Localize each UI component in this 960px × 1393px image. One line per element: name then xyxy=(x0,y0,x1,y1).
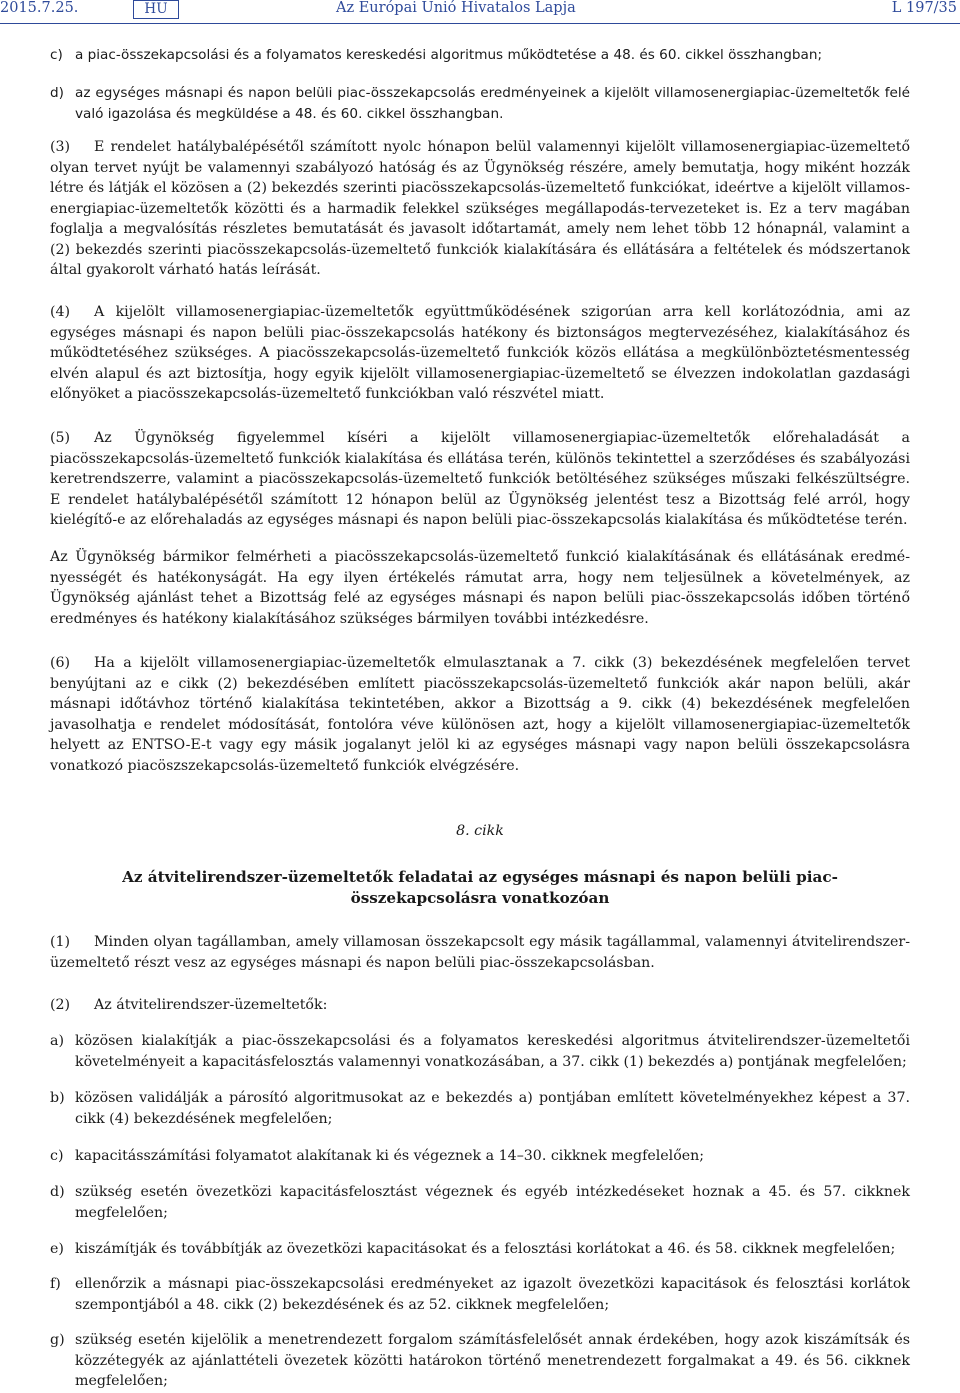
list-item xyxy=(50,1146,910,1167)
paragraph-text: Minden olyan tagállamban, amely villamosan összekapcsolt egy másik tagállammal, valamennyi átvitelirendszer-üzemeltető részt vesz az egységes másnapi és napon belüli piac-összekapcsolásban. xyxy=(50,934,910,971)
item-label: c) xyxy=(50,1148,64,1164)
list-item xyxy=(50,1330,910,1392)
paragraph xyxy=(50,653,910,776)
item-text: szükség esetén kijelölik a menetrendezett forgalom számításfelelősét annak érdekében, hogy azok kiszámítsák és közzétegyék az ajánlattételi övezetek közötti határokon történő menetrendezett forgalmakat a 49. és 56. cikknek megfelelően; xyxy=(75,1332,910,1389)
paragraph xyxy=(50,428,910,531)
list-item xyxy=(50,1182,910,1223)
list-item xyxy=(50,1274,910,1315)
item-label: d) xyxy=(50,85,64,101)
item-text: az egységes másnapi és napon belüli piac-összekapcsolás eredményeinek a kijelölt villamosenergiapiac-üzemeltetők felé való igazolása és megküldése a 48. és 60. cikkel összhangban. xyxy=(75,85,910,122)
item-text: szükség esetén övezetközi kapacitásfelosztást végeznek és egyéb intézkedéseket hoznak a 45. és 57. cikknek megfelelően; xyxy=(75,1184,910,1221)
paragraph-text: Az átvitelirendszer-üzemeltetők: xyxy=(94,997,328,1013)
journal-title: Az Európai Unió Hivatalos Lapja xyxy=(336,0,576,16)
item-text: kiszámítják és továbbítják az övezetközi kapacitásokat és a felosztási korlátokat a 46. és 58. cikknek megfelelően; xyxy=(75,1241,896,1257)
item-label: g) xyxy=(50,1332,65,1348)
list-item xyxy=(50,1031,910,1072)
item-text: a piac-összekapcsolási és a folyamatos kereskedési algoritmus működtetése a 48. és 60. cikkel összhangban; xyxy=(75,47,823,63)
item-text: közösen validálják a párosító algoritmusokat az e bekezdés a) pontjában említett követelményekhez képest a 37. cikk (4) bekezdésének megfelelően; xyxy=(75,1090,910,1127)
paragraph xyxy=(50,995,910,1016)
paragraph-number: (6) xyxy=(50,655,71,671)
item-label: e) xyxy=(50,1241,64,1257)
list-item xyxy=(50,83,910,124)
paragraph-text: E rendelet hatálybalépésétől számított nyolc hónapon belül valamennyi kijelölt villamosenergiapiac-üzemeltető olyan tervet nyújt be valamennyi szabályozó hatóság és az Ügynökség részére, amely bemutatja, hogy miként hozzák létre és látják el közösen a (2) bekezdés szerinti piacösszekapcsolás-üzemeltető funkciókat, ideértve a kijelölt villamosenergiapiac-üzemeltetők közötti és a harmadik felekkel szükséges megállapodás-tervezeteket is. Ez a terv magában foglalja a megvalósítás részletes bemutatását és javasolt időtartamát, amely nem lehet több 12 hónapnál, valamint a (2) bekezdés szerinti piacösszekapcsolás-üzemeltető funkciók kialakítására és ellátására a feltételek és módszertanok által gyakorolt várható hatás leírását. xyxy=(50,139,910,278)
item-text: közösen kialakítják a piac-összekapcsolási és a folyamatos kereskedési algoritmus átvitelirendszer-üzemeltetői követelményeit a kapacitásfelosztás valamennyi vonatkozásában, a 37. cikk (1) bekezdés a) pontjának megfelelően; xyxy=(75,1033,910,1070)
language-badge: HU xyxy=(133,0,179,19)
paragraph xyxy=(50,932,910,973)
item-text: ellenőrzik a másnapi piac-összekapcsolási eredményeket az igazolt övezetközi kapacitások és felosztási korlátok szempontjából a 48. cikk (2) bekezdésének és az 52. cikknek megfelelően; xyxy=(75,1276,910,1313)
paragraph-text: Az Ügynökség figyelemmel kíséri a kijelölt villamosenergiapiac-üzemeltetők előrehaladását a piacösszekapcsolás-üzemeltető funkciók kialakítása és ellátása terén, különös tekintettel a szerződéses és szabályozási keretrendszerre, valamint a piacösszekapcsolás-üzemeltető funkciók betöltéséhez szükséges műszaki felkészültségre. E rendelet hatálybalépésétől számított 12 hónapon belül az Ügynökség jelentést tesz a Bizottság felé arról, hogy kielégítő-e az előrehaladás az egységes másnapi és napon belüli piac-összekapcsolás kialakítása és működtetése terén. xyxy=(50,430,910,528)
item-label: d) xyxy=(50,1184,65,1200)
item-label: b) xyxy=(50,1090,65,1106)
item-text: kapacitásszámítási folyamatot alakítanak ki és végeznek a 14–30. cikknek megfelelően; xyxy=(75,1148,705,1164)
paragraph xyxy=(50,547,910,629)
item-label: f) xyxy=(50,1276,61,1292)
item-label: a) xyxy=(50,1033,64,1049)
paragraph-number: (3) xyxy=(50,139,71,155)
article-number: 8. cikk xyxy=(456,823,504,839)
item-label: c) xyxy=(50,47,63,63)
paragraph-number: (2) xyxy=(50,997,71,1013)
paragraph-text: Az Ügynökség bármikor felmérheti a piacösszekapcsolás-üzemeltető funkció kialakításának és ellátásának eredményességét és hatékonyságát. Ha egy ilyen értékelés rámutat arra, hogy nem teljesülnek a követelmények, az Ügynökség ajánlást tehet a Bizottság felé az egységes másnapi és napon belüli piac-összekapcsolás időben történő eredményes és hatékony kialakításához szükséges bármilyen további intézkedésre. xyxy=(50,549,910,627)
page-reference: L 197/35 xyxy=(891,0,957,16)
paragraph xyxy=(50,302,910,405)
page-header xyxy=(0,0,960,24)
paragraph-text: Ha a kijelölt villamosenergiapiac-üzemeltetők elmulasztanak a 7. cikk (3) bekezdésének megfelelően tervet benyújtani az e cikk (2) bekezdésében említett piacösszekapcsolás-üzemeltető funkciók akár napon belüli, akár másnapi időtávhoz történő kialakítása tekintetében, akkor a Bizottság a 9. cikk (4) bekezdésének megfelelően javasolhatja e rendelet módosítását, fontolóra véve különösen azt, hogy a kijelölt villamosenergiapiac-üzemeltetők helyett az ENTSO-E-t vagy egy másik jogalanyt jelöl ki az egységes másnapi vagy napon belüli összekapcsolásra vonatkozó piacöszszekapcsolás-üzemeltető funkciók elvégzésére. xyxy=(50,655,910,774)
list-item xyxy=(50,1239,910,1260)
paragraph xyxy=(50,137,910,281)
paragraph-text: A kijelölt villamosenergiapiac-üzemeltetők együttműködésének szigorúan arra kell korlátozódnia, ami az egységes másnapi és napon belüli piac-összekapcsolás hatékony és biztonságos megtervezéséhez, kialakításához és működtetéséhez szükséges. A piacösszekapcsolás-üzemeltető funkciók közös ellátása a megkülönböztetésmentesség elvén alapul és azt biztosítja, hogy egyik kijelölt villamosenergiapiac-üzemeltető se élvezzen indokolatlan gazdasági előnyöket a piacösszekapcsolás-üzemeltető funkciókban való részvétel miatt. xyxy=(50,304,910,402)
paragraph-number: (5) xyxy=(50,430,71,446)
paragraph-number: (4) xyxy=(50,304,71,320)
list-item xyxy=(50,45,910,66)
header-rule xyxy=(0,23,960,24)
article-title: Az átvitelirendszer-üzemeltetők feladatai az egységes másnapi és napon belüli piac-összekapcsolásra vonatkozóan xyxy=(122,868,838,907)
publication-date: 2015.7.25. xyxy=(0,0,79,16)
list-item xyxy=(50,1088,910,1129)
paragraph-number: (1) xyxy=(50,934,71,950)
